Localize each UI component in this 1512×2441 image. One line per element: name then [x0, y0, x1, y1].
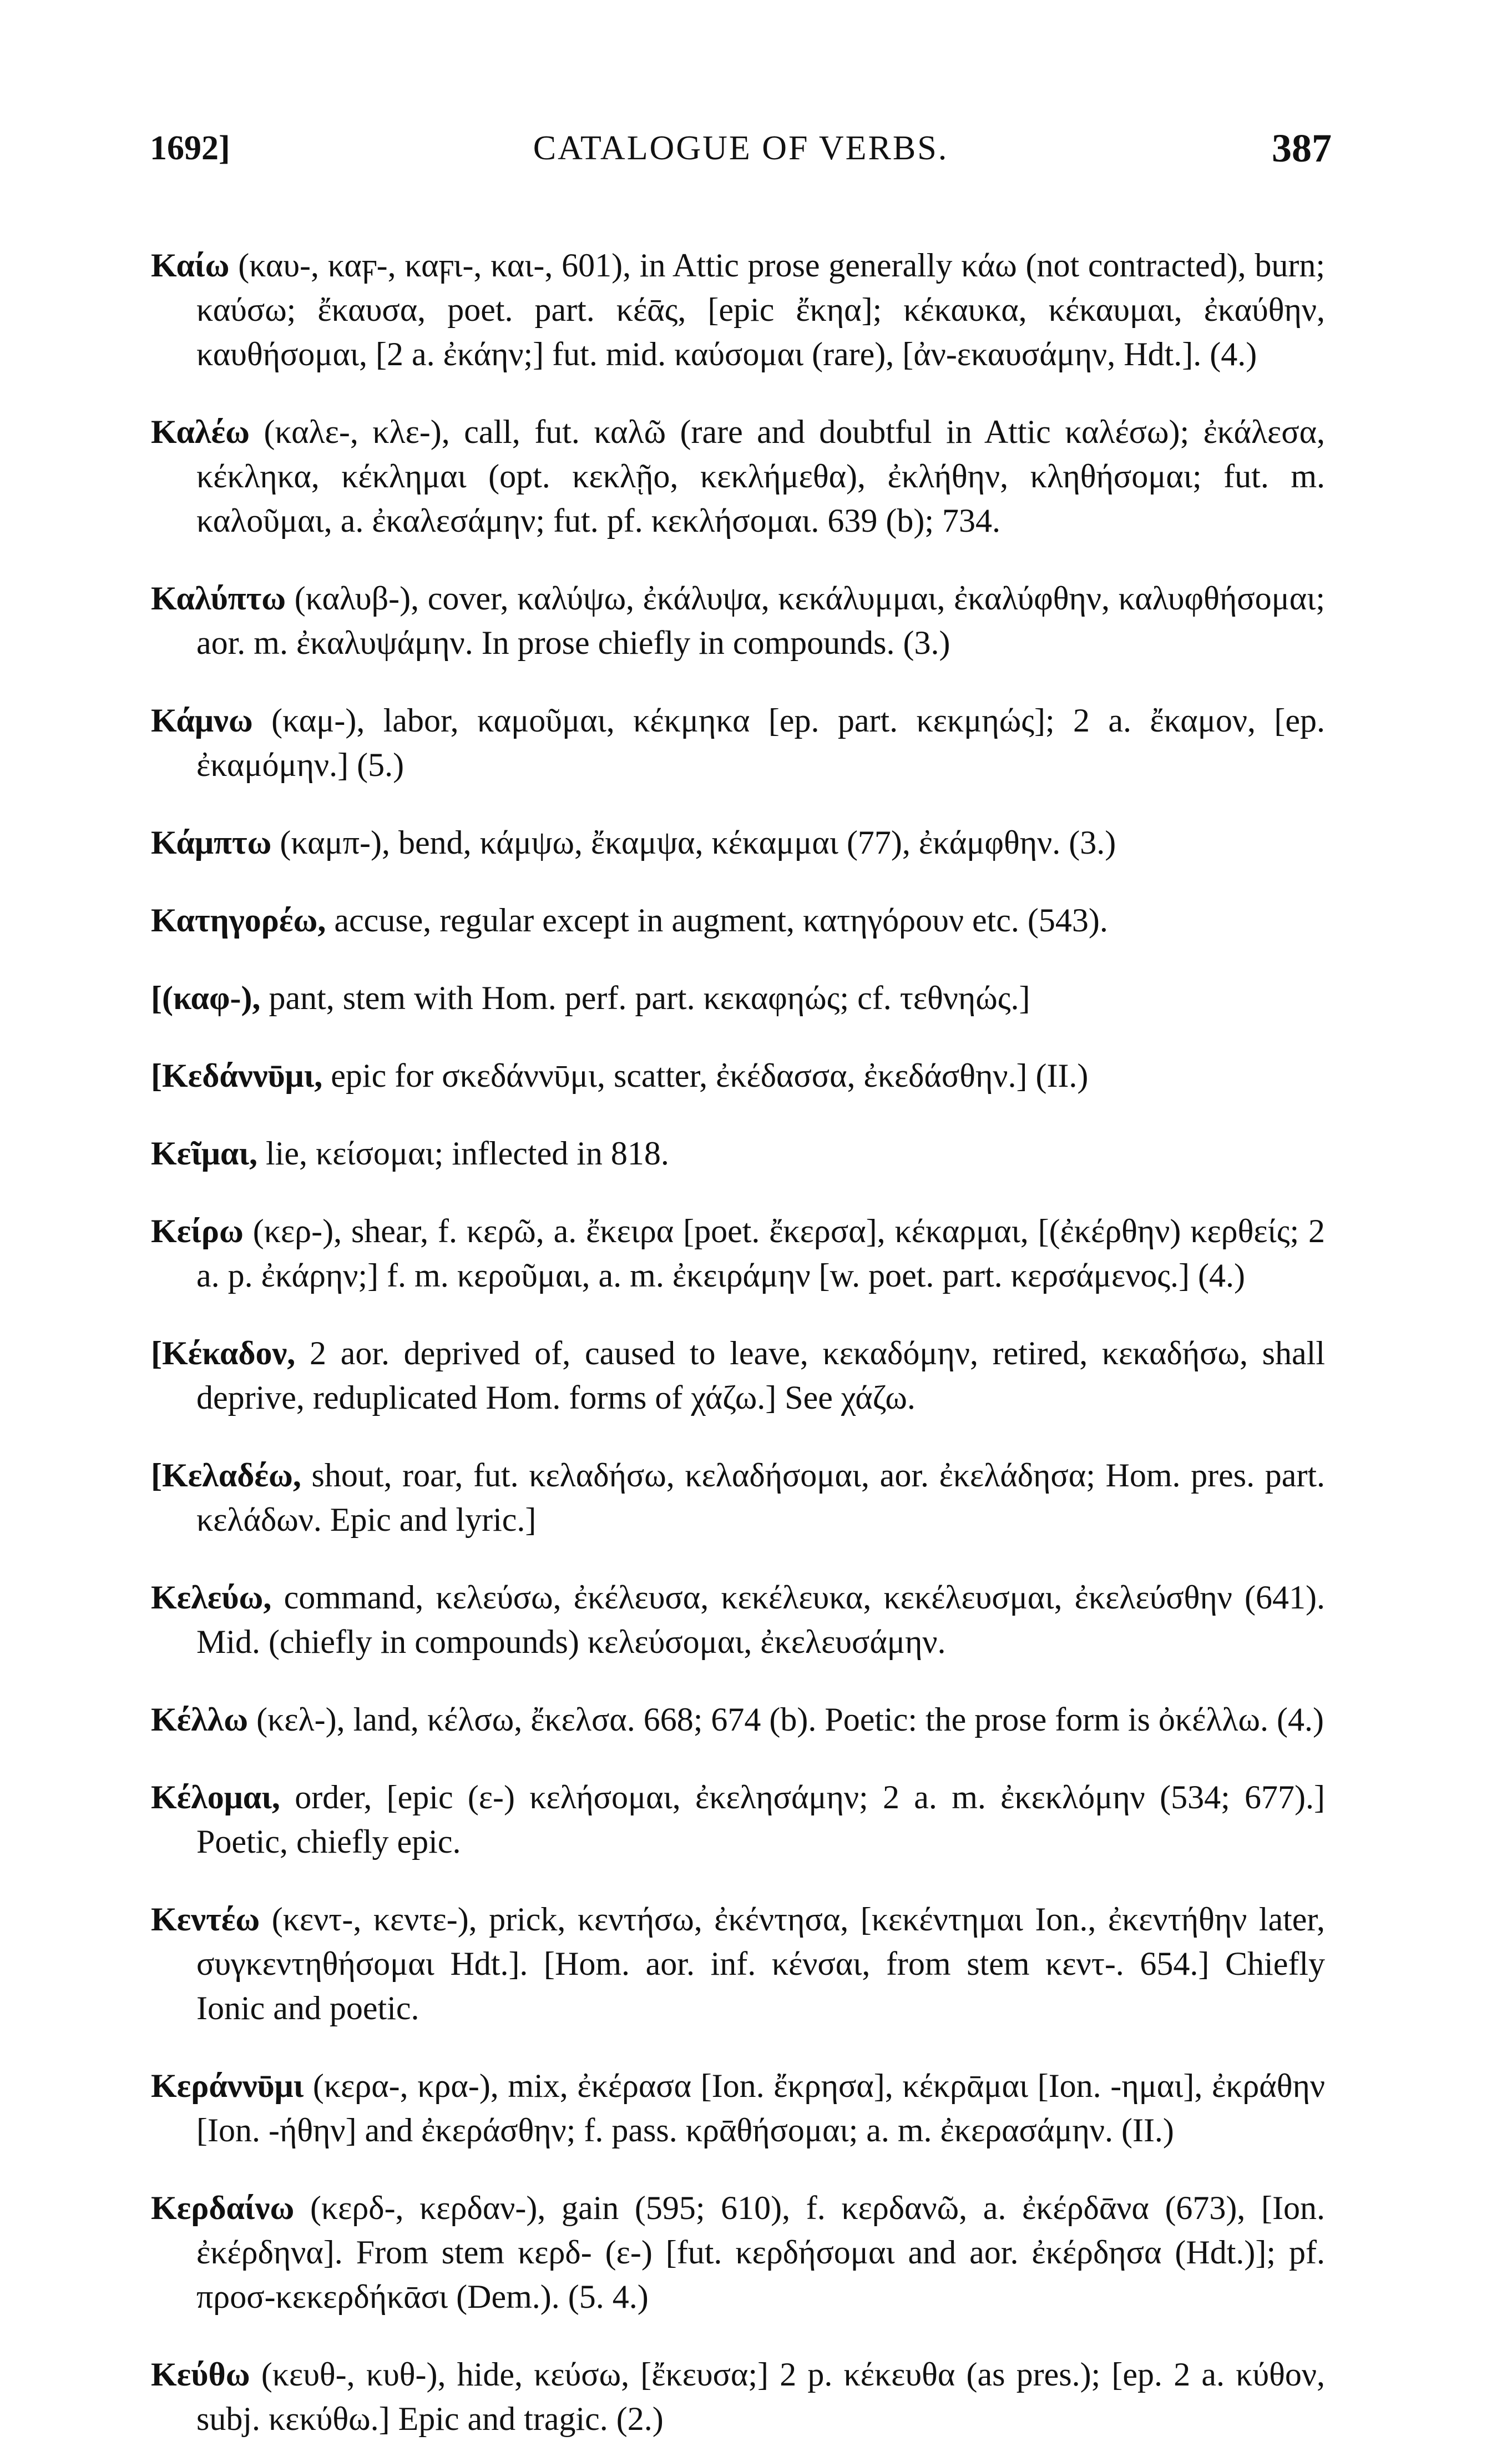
headword: Κελεύω, [151, 1579, 272, 1616]
entry-text: (καλε-, κλε-), call, fut. καλῶ (rare and doubtful in Attic καλέσω); ἐκάλεσα, κέκληκα, κέκλημαι (opt. κεκλῇο, κεκλήμεθα), ἐκλήθην, κληθήσομαι; fut. m. καλοῦμαι, a. ἐκαλεσάμην; fut. pf. κεκλήσομαι. 639 (b); 734. [196, 413, 1326, 539]
page-number: 387 [1272, 126, 1332, 170]
entry-text: epic for σκεδάννῡμι, scatter, ἐκέδασσα, ἐκεδάσθην.] (II.) [331, 1057, 1089, 1094]
verb-entry [151, 1209, 1325, 1298]
verb-entry [151, 576, 1325, 665]
entry-text: (κερδ-, κερδαν-), gain (595; 610), f. κερδανῶ, a. ἐκέρδᾱνα (673), [Ion. ἐκέρδηνα]. From stem κερδ- (ε-) [fut. κερδήσομαι and aor. ἐκέρδησα (Hdt.)]; pf. προσ-κεκερδήκᾱσι (Dem.). (5. 4.) [196, 2190, 1326, 2315]
headword: Κεύθω [151, 2356, 250, 2393]
entry-text: (κελ-), land, κέλσω, ἔκελσα. 668; 674 (b). Poetic: the prose form is ὀκέλλω. (4.) [256, 1701, 1324, 1738]
verb-catalogue [151, 210, 1326, 2437]
headword: Κατηγορέω, [151, 902, 326, 939]
verb-entry [151, 1331, 1325, 1420]
verb-entry [151, 1897, 1325, 2030]
headword: Κείρω [151, 1213, 244, 1249]
headword: Κεῖμαι, [151, 1135, 258, 1172]
headword: Κάμνω [151, 702, 253, 739]
headword: Κερδαίνω [151, 2190, 295, 2226]
headword: Κάμπτω [151, 824, 272, 861]
verb-entry [151, 243, 1325, 376]
verb-entry [151, 976, 1325, 1020]
entry-text: (καυ-, καϝ-, καϝι-, και-, 601), in Attic prose generally κάω (not contracted), burn; καύσω; ἔκαυσα, poet. part. κέᾱς, [epic ἔκηα]; κέκαυκα, κέκαυμαι, ἐκαύθην, καυθήσομαι, [2 a. ἐκάην;] fut. mid. καύσομαι (rare), [ἀν-εκαυσάμην, Hdt.]. (4.) [196, 247, 1326, 372]
entry-text: (κεντ-, κεντε-), prick, κεντήσω, ἐκέντησα, [κεκέντημαι Ion., ἐκεντήθην later, συγκεντηθήσομαι Hdt.]. [Hom. aor. inf. κένσαι, from stem κεντ-. 654.] Chiefly Ionic and poetic. [196, 1901, 1326, 2026]
verb-entry [151, 820, 1325, 865]
verb-entry [151, 410, 1325, 543]
verb-entry [151, 1575, 1325, 1664]
verb-entry [151, 1775, 1325, 1864]
entry-text: order, [epic (ε-) κελήσομαι, ἐκελησάμην; 2 a. m. ἐκεκλόμην (534; 677).] Poetic, chiefly epic. [196, 1779, 1325, 1860]
entry-text: shout, roar, fut. κελαδήσω, κελαδήσομαι, aor. ἐκελάδησα; Hom. pres. part. κελάδων. Epic and lyric.] [196, 1457, 1326, 1538]
headword: Καλέω [151, 413, 250, 450]
verb-entry [151, 1453, 1325, 1542]
page-header [150, 126, 1332, 173]
headword: Κέλλω [151, 1701, 249, 1738]
entry-text: pant, stem with Hom. perf. part. κεκαφηώς; cf. τεθνηώς.] [269, 980, 1030, 1016]
entry-text: (κερα-, κρα-), mix, ἐκέρασα [Ion. ἔκρησα], κέκρᾱμαι [Ion. -ημαι], ἐκράθην [Ion. -ήθην] and ἐκεράσθην; f. pass. κρᾱθήσομαι; a. m. ἐκερασάμην. (II.) [196, 2067, 1325, 2149]
entry-text: lie, κείσομαι; inflected in 818. [266, 1135, 669, 1172]
headword: Καλύπτω [151, 580, 286, 617]
headword: Κεράννῡμι [151, 2067, 304, 2104]
running-title: CATALOGUE OF VERBS. [533, 129, 949, 167]
headword: Κεντέω [151, 1901, 260, 1938]
entry-text: (κερ-), shear, f. κερῶ, a. ἔκειρα [poet. ἔκερσα], κέκαρμαι, [(ἐκέρθην) κερθείς; 2 a. p. ἐκάρην;] f. m. κεροῦμαι, a. m. ἐκειράμην [w. poet. part. κερσάμενος.] (4.) [196, 1213, 1325, 1294]
verb-entry [151, 2186, 1325, 2319]
verb-entry [151, 2064, 1325, 2152]
entry-text: (καλυβ-), cover, καλύψω, ἐκάλυψα, κεκάλυμμαι, ἐκαλύφθην, καλυφθήσομαι; aor. m. ἐκαλυψάμην. In prose chiefly in compounds. (3.) [196, 580, 1325, 661]
entry-text: command, κελεύσω, ἐκέλευσα, κεκέλευκα, κεκέλευσμαι, ἐκελεύσθην (641). Mid. (chiefly in compounds) κελεύσομαι, ἐκελευσάμην. [196, 1579, 1325, 1660]
headword: [Κέκαδον, [151, 1335, 296, 1371]
verb-entry [151, 2352, 1325, 2441]
verb-entry [151, 898, 1325, 942]
entry-text: 2 aor. deprived of, caused to leave, κεκαδόμην, retired, κεκαδήσω, shall deprive, reduplicated Hom. forms of χάζω.] See χάζω. [196, 1335, 1325, 1416]
entry-text: (καμ-), labor, καμοῦμαι, κέκμηκα [ep. part. κεκμηώς]; 2 a. ἔκαμον, [ep. ἐκαμόμην.] (5.) [196, 702, 1325, 783]
verb-entry [151, 1131, 1325, 1176]
headword: [(καφ-), [151, 980, 261, 1016]
entry-text: (κευθ-, κυθ-), hide, κεύσω, [ἔκευσα;] 2 p. κέκευθα (as pres.); [ep. 2 a. κύθον, subj. κεκύθω.] Epic and tragic. (2.) [196, 2356, 1325, 2437]
headword: Κέλομαι, [151, 1779, 280, 1815]
entry-text: (καμπ-), bend, κάμψω, ἔκαμψα, κέκαμμαι (77), ἐκάμφθην. (3.) [280, 824, 1116, 861]
headword: Καίω [151, 247, 230, 284]
section-number: 1692] [150, 129, 230, 167]
verb-entry [151, 1053, 1325, 1098]
verb-entry [151, 1697, 1325, 1742]
entry-text: accuse, regular except in augment, κατηγόρουν etc. (543). [334, 902, 1108, 939]
verb-entry [151, 698, 1325, 787]
headword: [Κελαδέω, [151, 1457, 301, 1494]
headword: [Κεδάννῡμι, [151, 1057, 323, 1094]
